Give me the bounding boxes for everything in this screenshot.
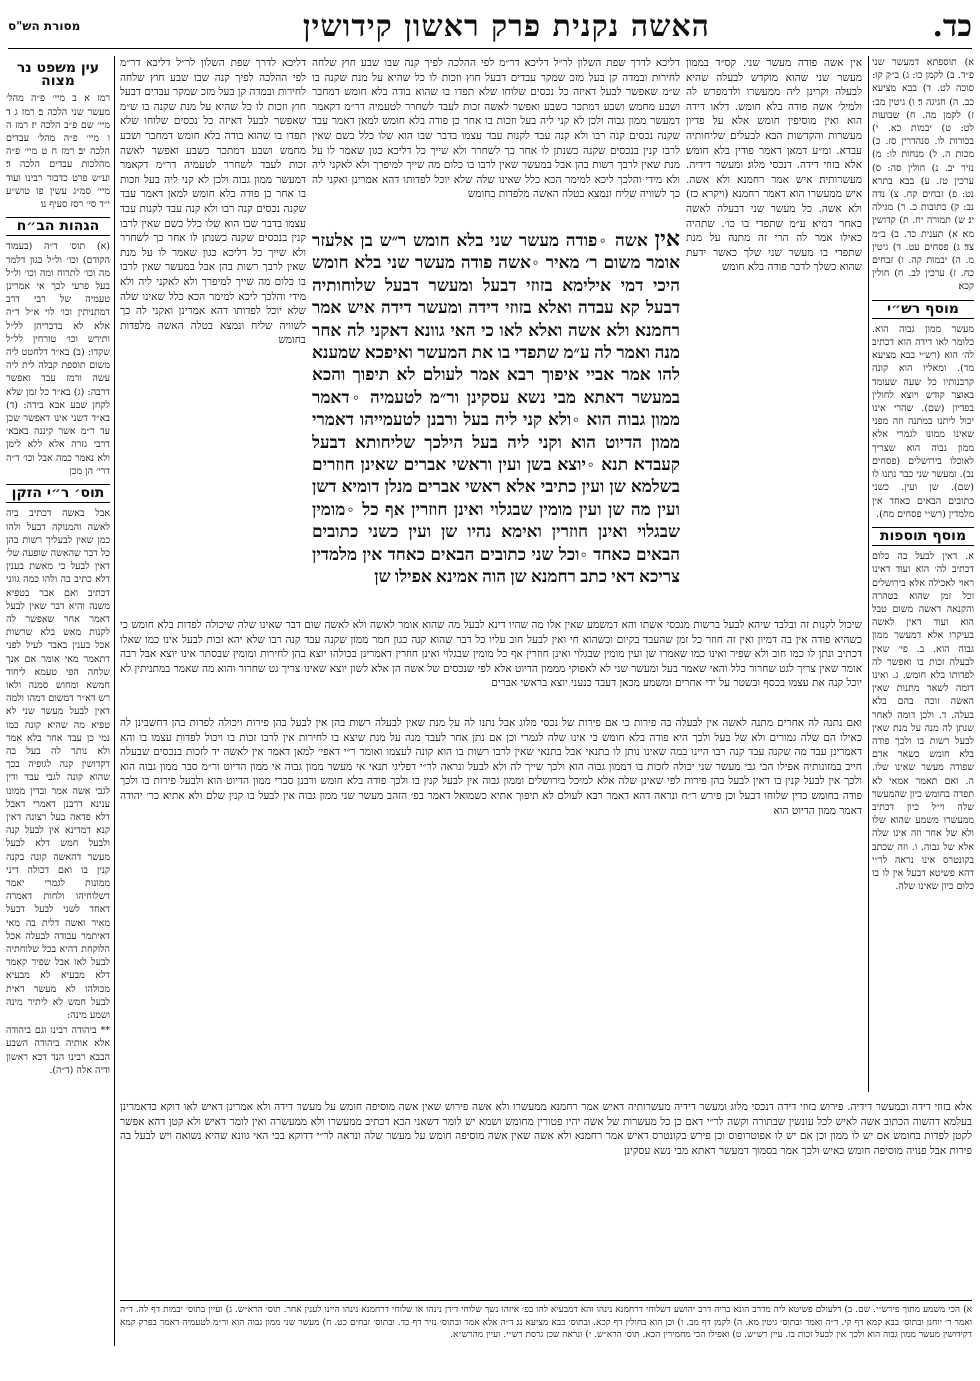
center-top-text: דליכא לדרך שפת השלון לר״ל דליכא דר״מ לפי ההלכה לפיך קנה שבו שבע חוץ שלחה לחירות ובמדה קן בעל מזכ שמקר עבדים דבעל חוץ וזכות לו כל שהיא על מנת שקנה בו ש״מ שאפשר לבעל דאיזה כל נכסים שלוחו שלא תפדו בו שהוא בודה בלא חומש דמחבר ושבע מחמש ושבע דמתכר כשבע ואפשר לאשה זכות לעבד לשחרר לטעמיה דר״מ דקאמר דמעשר ממון גבוה ולכן לא קני ליה בעל וזכות בו אחר כן פודה בלא חומש למאן דאמר עבד שקנה נכסים קנה רבו ולא קנה עבד לקנות עבד עצמו בדבר שבו הוא שלו כלל כשם שאין לרבו קנין בנכסים שקנה כשנתן לו אחר כך לשחרר ולא שייך כל דליכא כגון שאמר לו על מנת שאין לרבך רשות בהן אבל במעשר שאין לרבו בו כלום מה שייך למיפרך ולא לאקני ליה ולא מידי והלכך ליכא למימר הכא כלל שאינו שלה שלא יוכל לפדותו דהא אמרינן ואקני לה כך לשוויה שליח ונמצא בטלה האשה מלפדות בחומש [312,57,680,201]
center-top-commentary [312,56,680,222]
divider-left [114,56,115,1346]
tosafot-bottom-band-2 [120,1100,972,1296]
footer-rule [120,1300,972,1301]
tosrid-title: תוס׳ ר״י הזקן [6,484,110,503]
tosrid-note: ** ביהודה רבינו וגם ביהודה אלא אותיה ביהודה השבע הבבא רבינו הנד דכא ראשון ודיה אלה (ד״ה). [6,1025,110,1076]
tosafot-column-top [120,56,306,614]
masoret-text: א) תוספתא דמעשר שני פ״ד. ב) לקמן כו: ג) ב״ק קו: סוכה לט. ד) בבא מציעא כב. ה) חגיגה ד׃ ו) גיטין מב: ז) לקמן מה. ח) שבועות לט: ט) יבמות כא. י) בכורות לו. סנהדרין סז. כ) מכות ה. ל) מנחות לו: מ) נזיר יב. נ) חולין סה: ס) ערכין טז. ע) בבא בתרא נט: פ) זבחים קח. צ) נדה נב: ק) כתובות כ. ר) מגילה יג׃ ש) תמורה יח. ת) קדושין מא׃ א) תענית כד. ב) ב״מ צד׃ ג) פסחים עט. ד) גיטין מ. ה) יבמות קה. ו) זבחים כח. ז) ערכין לב. ח) חולין קכא׃ [872,57,974,293]
rashi-column-top [686,56,862,614]
tosrid-text: אבל באשה דכתיב ביה לאשה והמנוקה דבעל ולהו כמן שאין לבעליך רשות בהן כל דבר שהאשה שופעה של׳ דאין לבעל כי מאשת בענין דלא כתיב בה ולהו כמה גווני דכתיב ואם אבר בטפיא משנה והיא דבר שאין לבעל דאמר אחר שאפשר לה לקנות מאש בלא שרשות אכל בענין באבר לעיל לפני דתאמר מאי אומר אם אנך שלחה הפי טעמא ליחוד חמשא ומחוש סמנה ולאו רש דא״ר דמשום דמהו ולמה דאין לבעל מעשר שני לא טפיא מה שהיא קונה כמו נמי כן עבד אחר בלא אמר ולא נותר לה בעל בה דקדושין קנה לגופיה בכך שהוא קונה לגבי עבד ודין לגבי אשה אמר ובדין ממונו ענינא דרבנן דאמרי דאבל דלא פדאה בעל רצונה דאין קנא דמדינא אין לבעל קנה ולבעל חמש דלא לבעל מעשר דהאשה קונה בקנה קנין בו ואם דכולה דיני ממונות לגמרי יאמר דשלוחיהו ולחות דאמרה דאחד לשני לבעל דבעל מאיר ואשה דלית בה מאי דאיתמר עבודה לבעלה אכל הלוקחת דהיא בכל שלוחתיה לבעל לאו אבל שפיר קאמר דלא מבעיא לא מבעיא מכולהו לא מעשר דאית לבעל חמש לא ליתיר מינה ושמע מינה: [6,508,110,1022]
divider-right [868,56,869,1092]
ein-mishpat-text: רמז א ב מיי׳ פ״ה מהל׳ מעשר שני הלכה ב׃ רמז ג ד מיי׳ שם פ״ב הלכה יז׃ רמז ה ו מיי׳ פ״ה מהל׳ עבדים הלכה יב׃ רמז ח ט מיי׳ פ״ה מהלכות עבדים הלכה ד׃ וע״ש פרט כדבור רבינו ועוד מיי׳ סמ״ג עשין פו טוש״ע י״ד סי׳ רסז סעיף נו׃ [6,93,110,211]
masoret-label: מסורת הש"ס [8,19,81,33]
musaf-tosafot-text: א. דאין לבעל בה כלום דכתיב לה׳ הוא ועוד דאינו ראוי לאכילה אלא בירושלים וכל זמן שהוא בטהרה והקנאה דאשה משום טבל הוא ועוד דאין לאשה בעיקרו אלא דמעשר ממון גבוה הוא. ב. פי׳ שאין לבעלה זכות בו ואפשר לה לפדותו בלא חומש. ג. ואינו דומה לשאר מתנות שאין האשה זוכה בהם בלא בעלה. ד. ולכן דומה לאחר שנתן לה מנה על מנת שאין לבעל רשות בו ולכך פודה בלא חומש כשאר אדם שפודה מעשר שאינו שלו. ה. ואם תאמר אמאי לא תפדה בחומש כיון שהמעשר שלה וי״ל כיון דכתיב ממעשרו משמע שהוא שלו ולא של אחר וזה אינו שלה אלא של גבוה. ו. וזה שכתב בקונטרס אינו נראה לר״י דהא פשיטא דבעל אין לו בו כלום כיון שאינו שלה. [872,551,974,893]
footer-notes [120,1304,972,1376]
gemara-text: אשה ◦פודה מעשר שני בלא חומש ר״ש בן אלעזר אומר משום ר׳ מאיר ◦אשה פודה מעשר שני בלא חומש היכי דמי אילימא בזוזי דבעל ומעשר דבעל שלוחותיה דבעל קא עבדה ואלא בזוזי דידה ומעשר דידה איש אמר רחמנא ולא אשה ואלא לאו כי האי גוונא דאקני לה אחר מנה ואמר לה ע״מ שתפדי בו את המעשר ואיפכא שמענא להו אמר אביי איפוך רבא אמר לעולם לא תיפוך והכא במעשר דאתא מבי נשא עסקינן ור״מ לטעמיה ◦דאמר ממון גבוה הוא ◦ולא קני ליה בעל ורבנן לטעמייהו דאמרי ממון הדיוט הוא וקני ליה בעל הילכך שליחותא דבעל קעבדא׃ תנא ◦יוצא בשן ועין וראשי אברים שאינן חוזרים בשלמא שן ועין כתיבי אלא ראשי אברים מנלן דומיא דשן ועין מה שן ועין מומין שבגלוי ואינן חוזרין אף כל ◦מומין שבגלוי ואינן חוזרין ואימא נהיו שן ועין כשני כתובים הבאים כאחד ◦וכל שני כתובים הבאים כאחד אין מלמדין צריכא דאי כתב רחמנא שן הוה אמינא אפילו שן [312,231,680,587]
gemara-opening-word: אין [654,228,680,251]
ein-mishpat-title: עין משפט נר מצוה [16,60,100,90]
musaf-tosafot-title: מוסף תוספות [872,527,974,546]
footer-text: א) הכי משמע מתוך פירש״י. שם. ב) דלעולם פשיטא ליה מדרב הונא בריה דרב יהושע דשלוחי דרחמנא נינהו והא דמבעיא להו בפ׳ איזהו נשך שלוחי דידן נינהו או שלוחי דרחמנא נינהו היינו לענין אחר. תוס׳ הרא״ש. ג) ועיין בתוס׳ יבמות דף לה. ד״ה ואמר ר׳ יוחנן ובתוס׳ בבא קמא דף קי. ד״ה ואמר ובתוס׳ גיטין מא. ה) לקמן דף מב. ו) וכן הוא בחולין דף קכא. ובתוס׳ בבא מציעא נג׃ ד״ה אלא אמר ובתוס׳ נזיר דף כד. ובתוס׳ זבחים כט. ח) מעשר שני ממון גבוה הוא ור״מ לטעמיה דאמר בפרק קמא דקידושין מעשר ממון גבוה הוא ולכך אין לבעל זכות בו. עיין רש״ש. ט) ואפילו הכי מחמירין הכא. תוס׳ הרא״ש. י) ונראה שכן גרסת רש״י. ועיין מהרש״א. [120,1305,972,1341]
gemara-text-block [312,228,680,610]
musaf-rashi-text: מעשר ממון גבוה הוא. כלומר לאו דידה הוא דכתיב לה׳ הוא (רש״י בבא מציעא מד). ומאליו הוא קונה קרבנותיו כל שעה שעומד באוצר קודש ויוצא לחולין בפדיון (שם). שהרי אינו יכול ליתנו במתנה וזה מפני שאינו ממונו לגמרי אלא ממון גבוה הוא שצריך לאוכלו בירושלים (פסחים נב). ומעשר שני כבר נתנו לו (שם). שן ועין. כשני כתובים הבאים כאחד אין מלמדין (רש״י פסחים מח). [872,323,974,520]
side-column-right [872,56,974,1092]
rashi-mid-text: שיכול לקנות זה ובלבד שיהא לבעל ברשות מנכסי אשתו והא דמשמע שאין אלו מה שהיו דינא לבעל מה שהוא אומר לאשה ולא לאשה שום דבר שאינו שלה שיכולה לפדות בלא חומש כי כשהיא פודה אין בה דמיון ואין זה חוזר כל זמן שהעבד בקיום וכשהוא חי ואין לבעל חוב עליו כל דבר שהוא קנה כגון חמר ממון שקנה עבד קנה רבו שלא יהא זכות לבעל אינו כמו שאלו דכתיב ונתן לו כמו חוב ולא שפיר ואינו כמו שאמרו שן ועין מומין שבגלוי ואינן חוזרין אף כל מומין שבגלוי ואינן חוזרין דאמרינן בכולהו יוצא בהן לחירות ומומין שבסתר אינו יוצא אבל רבה אומר שאין צריך לגט שחרור כלל והאי שאמר בעל ומעשר שני לא לאפוקי מממון הדיוט אלא לפי שנכסים של אשה הן אלא לשון יוצא שאינו צריך גט שחרור והוא מה שאמר במתניתין לא יוכל קנה את עצמו בכסף ובשטר על ידי אחרים ומשמע מכאן דעבד כנעני יוצא בראשי אברים [120,619,862,690]
tosafot-top-text: דליכא לדרך שפת השלון לר״ל דליכא דר״מ לפי ההלכה לפיך קנה שבו שבע חוץ שלחה לחירות ובמדה קן בעל מזכ שמקר עבדים דבעל חוץ וזכות לו כל שהיא על מנת שקנה בו ש״מ שאפשר לבעל דאיזה כל נכסים שלוחו שלא תפדו בו שהוא בודה בלא חומש דמחבר ושבע מחמש ושבע דמתכר כשבע ואפשר לאשה זכות לעבד לשחרר לטעמיה דר״מ דקאמר דמעשר ממון גבוה ולכן לא קני ליה בעל וזכות בו אחר כן פודה בלא חומש למאן דאמר עבד שקנה נכסים קנה רבו ולא קנה עבד לקנות עבד עצמו בדבר שבו הוא שלו כלל כשם שאין לרבו קנין בנכסים שקנה כשנתן לו אחר כך לשחרר ולא שייך כל דליכא כגון שאמר לו על מנת שאין לרבך רשות בהן אבל במעשר שאין לרבו בו כלום מה שייך למיפרך ולא לאקני ליה ולא מידי והלכך ליכא למימר הכא כלל שאינו שלה שלא יוכל לפדותו דהא אמרינן ואקני לה כך לשוויה שליח ונמצא בטלה האשה מלפדות בחומש [120,57,306,347]
side-column-left [6,56,110,1346]
hagahot-title: הגהות הב״ח [6,217,110,236]
musaf-rashi-title: מוסף רש״י [872,300,974,319]
page-header [8,6,972,46]
hagahot-text: (א) תוס׳ ד״ה (בעמוד הקודם) וכו׳ ול״ל כגון דלמר מה וכו׳ לתרוח ומה וכו׳ ול״ל בעל פרעי לכך אי אמרינן טעמיה של רבי דרב דמתניתין וכו׳ לוי א״ל ד״ה אלא לא בדבריהן לל״ל ותירש וכו׳ טורחין לל״ל שקדו: (ב) בא״ד דלחטט ליה משום תוספת קבלה לית ליה עשה ורמז עבד ואפשר דרבה: (ג) בא״ד כל זמן שלא לקחן שבע אבא בידה: (ד) בא״ד דשני אינו דאפשר שכן עד ר״מ אשר קיננה באבא׳ דרבי גזרה אלא ללא לימן ולא נאמר כמה אבל וכו׳ ד״ה דרי׳ הן מכן [6,241,110,477]
tosafot-bottom-band [120,716,862,1096]
tosafot-bottom2-text: אלא בזוזי דידה ובמעשר דידיה. פירוש בזוזי דידה דנכסי מלוג ומעשר דידיה מעשרותיה דאיש אמר רחמנא ממעשרו ולא אשה פירוש שאין אשה מוסיפה חומש על מעשר דידה ולא אמרינן דאיש לאו דוקא כדאמרינן בעלמא דהשוה הכתוב אשה לאיש לכל עונשין שבתורה וקשה לר״י דאם כן כל מעשרות של אשה יהיו פטורין מחומש ושמא יש לומר דשאני הכא דכתיב ממעשרו ולא ממעשרה ואין לומר דאיש ולא קטן דהא אפשר לקטן לפדות בחומש אם יש לו ממון וכן אם יש לו אפוטרופוס וכן פירש בקונטרס דאיש אמר רחמנא ולא אשה שאין אשה מוסיפה חומש על מעשר שלה ונראה לר״י דדוקא בכי האי גוונא שהיא נשואה ויש לבעל בה פירות אבל פנויה מוסיפה חומש כאיש ולכך אמר בסמוך דמעשר דאתא מבי נשא עסקינן [120,1101,972,1157]
page-title: האשה נקנית פרק ראשון קידושין [302,8,710,44]
page-number: כד. [932,8,972,44]
rashi-mid-band [120,618,862,712]
rashi-top-text: אין אשה פודה מעשר שני. קס״ד בממון מעשר שני שהוא מוקדש לבעלה שהיא לבעלה וקרינן ליה ממעשרו ולדמפרש לה ולמיל׳ אשה פודה בלא חומש. דלאו דידה הוא ואין מוסיפין חומש אלא על פדיון מעשרות והקדשות הבא לבעלים׃ שליחותיה עבדא. ומ״ע דמאן דאמר פודין בלא חומש׃ אלא בזוזי דידה. דנכסי מלוג׃ ומעשר דידיה. מעשרותיה׃ איש אמר רחמנא ולא אשה. איש ממעשרו הוא דאמר רחמנא (ויקרא כז) ולא אשה. כל מעשר שני דבעלה לאשה כאחר דמיא׃ ע״מ שתפדי בו כו׳. שתהיה כאילו אמר לה הרי זה מתנה על מנת שתפדי בו מעשר שני שלך כאשר ידעת שהוא כשלך לדבר פודה בלא חומש [686,57,862,274]
header-rule [8,48,972,49]
tosafot-bottom-text: ואם נתנה לה אחרים מתנה לאשה אין לבעלה בה פירות כי אם פירות של נכסי מלוג אבל נתנו לה על מנת שאין לבעלה רשות בהן אין לבעל בהן פירות ויכולה לפדות בהן דחשבינן לה כאילו הם שלה גמורים ולא של בעל ולכך היא פודה בלא חומש כי אינו שלה לגמרי וכן אם נתן אחר לעבד מנה על מנת שיצא בו לחירות אין לרבו זכות בו ויכול לפדות עצמו בו והא דאמרינן עבד מה שקנה עבד קנה רבו היינו במה שאינו נותן לו בתנאי אבל בתנאי שאין לרבו רשות בו הוא קונה לעצמו ואומר ר״י דאפי׳ למאן דאמר אין לאשה יד לזכות בנכסים שבעלה חייב במזונותיה אפילו הכי גבי מעשר שני יכולה לזכות בו דממון גבוה הוא ולכך שייך לה ולא לבעל ונראה לר״י דפליגי תנאי אי מעשר ממון גבוה אי ממון הדיוט ור״מ סבר ממון גבוה הוא ולכך אין לבעל קנין בו דאין לבעל בהן פירות לפי שאינן שלה אלא למיכל בירושלים וממון גבוה אין לבעל קנין בו ולכך פודה בלא חומש ורבנן סברי ממון הדיוט הוא ולבעל פירות בו ולכך פודה בחומש כדין שלוחו דבעל וכן פירש ר״ח ונראה דהא דאמר רבא לעולם לא תיפוך אתיא כשמואל דאמר בפ׳ הזהב מעשר שני ממון גבוה אין לבעל בו קנין שלם ולא אתיא כר׳ יהודה דאמר ממון הדיוט הוא [120,717,862,817]
